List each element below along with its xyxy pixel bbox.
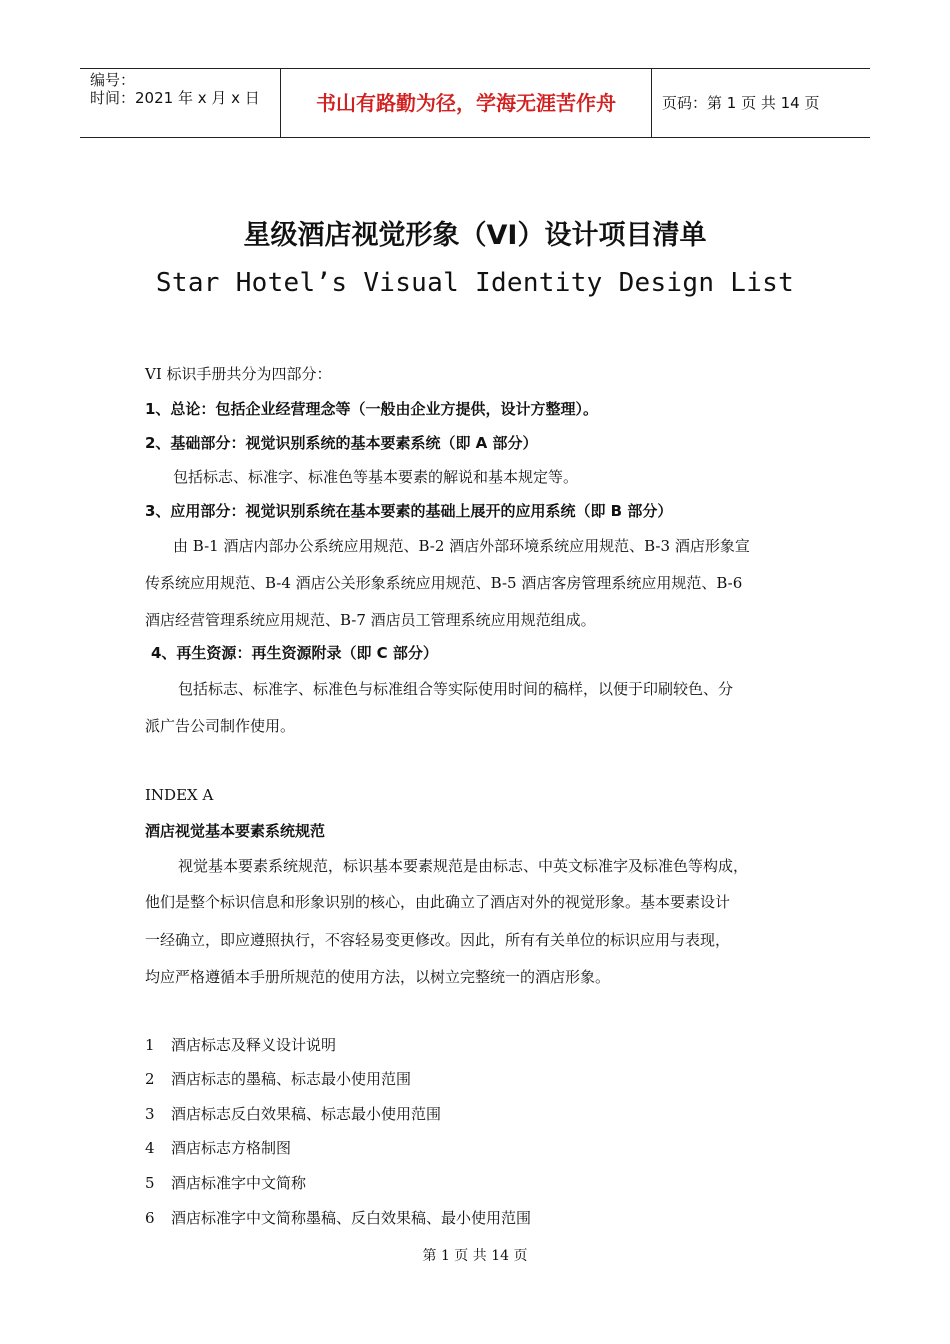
time-label: 时间：2021 年 x 月 x 日 [90,89,260,107]
index-a-label: INDEX A [145,786,214,804]
list-item-text: 酒店标准字中文简称 [171,1174,307,1192]
index-a-para-4: 均应严格遵循本手册所规范的使用方法，以树立完整统一的酒店形象。 [145,968,611,986]
intro: VI 标识手册共分为四部分： [145,365,332,383]
list-item-number: 6 [145,1209,155,1227]
index-a-para-2: 他们是整个标识信息和形象识别的核心，由此确立了酒店对外的视觉形象。基本要素设计 [145,893,731,911]
index-a-para-1: 视觉基本要素系统规范，标识基本要素规范是由标志、中英文标准字及标准色等构成， [178,857,749,875]
title-english: Star Hotel’s Visual Identity Design List [155,268,795,298]
section-4-desc-1: 包括标志、标准字、标准色与标准组合等实际使用时间的稿样，以便于印刷较色、分 [178,680,734,698]
section-3-desc-1: 由 B-1 酒店内部办公系统应用规范、B-2 酒店外部环境系统应用规范、B-3 酒店形象宣 [173,537,750,555]
section-2-desc: 包括标志、标准字、标准色等基本要素的解说和基本规定等。 [173,468,579,486]
section-4-desc-2: 派广告公司制作使用。 [145,717,296,735]
section-1: 1、总论：包括企业经营理念等（一般由企业方提供，设计方整理）。 [145,400,598,418]
list-item-number: 1 [145,1036,155,1054]
list-item [145,1207,531,1228]
section-4: 4、再生资源：再生资源附录（即 C 部分） [151,644,438,662]
list-item-text: 酒店标志方格制图 [171,1139,292,1157]
index-a-para-3: 一经确立，即应遵照执行，不容轻易变更修改。因此，所有有关单位的标识应用与表现， [145,931,731,949]
section-3-desc-3: 酒店经营管理系统应用规范、B-7 酒店员工管理系统应用规范组成。 [145,611,596,629]
list-item-number: 3 [145,1105,155,1123]
title-chinese: 星级酒店视觉形象（VI）设计项目清单 [243,220,707,251]
index-a-heading: 酒店视觉基本要素系统规范 [145,822,326,840]
header-meta-cell [80,69,281,137]
motto: 书山有路勤为径，学海无涯苦作舟 [316,91,616,115]
list-item-text: 酒店标志反白效果稿、标志最小使用范围 [171,1105,442,1123]
page-footer: 第 1 页 共 14 页 [422,1248,528,1264]
list-item [145,1103,441,1124]
list-item-text: 酒店标志的墨稿、标志最小使用范围 [171,1070,412,1088]
list-item [145,1137,291,1158]
header-motto-cell [281,69,652,137]
section-2: 2、基础部分：视觉识别系统的基本要素系统（即 A 部分） [145,434,538,452]
header-page-cell [652,69,870,137]
list-item [145,1172,306,1193]
page-info: 页码：第 1 页 共 14 页 [662,94,820,112]
list-item [145,1068,411,1089]
list-item-number: 2 [145,1070,155,1088]
list-item-number: 5 [145,1174,155,1192]
list-item [145,1034,336,1055]
list-item-text: 酒店标准字中文简称墨稿、反白效果稿、最小使用范围 [171,1209,532,1227]
section-3-desc-2: 传系统应用规范、B-4 酒店公关形象系统应用规范、B-5 酒店客房管理系统应用规范、B-6 [145,574,743,592]
list-item-number: 4 [145,1139,155,1157]
list-item-text: 酒店标志及释义设计说明 [171,1036,337,1054]
serial-label: 编号： [90,71,136,89]
section-3: 3、应用部分：视觉识别系统在基本要素的基础上展开的应用系统（即 B 部分） [145,502,673,520]
header-table [80,68,870,138]
